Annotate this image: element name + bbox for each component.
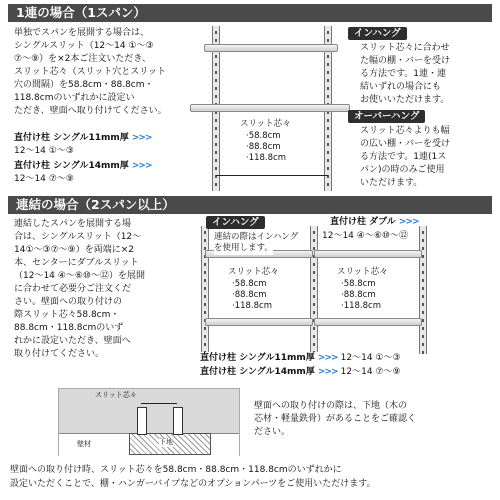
s1-line-4: スリット芯々（スリット穴とスリット — [14, 67, 166, 77]
footer-line-1: 壁面への取り付け時、スリット芯々を58.8cm・88.8cm・118.8cmのいずれかに — [10, 465, 342, 475]
s1-line-1: 単独でスパンを展開する場合は、 — [14, 28, 150, 38]
s1-line-7: ただき、壁面へ取り付けてください。 — [14, 106, 167, 116]
s2-center-post — [310, 226, 318, 354]
s2-slit-left-2: ·88.8cm — [232, 290, 267, 300]
right-slit — [173, 407, 183, 435]
s1-post11-label: 直付け柱 シングル11mm厚 >>> — [14, 133, 152, 143]
s2-line-11: 取り付けてください。 — [14, 349, 105, 359]
wall-mount-diagram — [58, 388, 240, 456]
s2-right-post — [419, 226, 427, 354]
s2-line-4: 本、センターにダブルスリット — [14, 258, 139, 268]
s2-left-post — [201, 226, 209, 354]
s1-line-2: シングルスリット（12〜14 ①〜③ — [14, 41, 154, 51]
s1-inhang-text-1: スリット芯々に合わせ — [360, 43, 450, 53]
left-slit — [137, 407, 147, 435]
s2-slit-title-right: スリット芯々 — [337, 267, 388, 277]
s2-slit-right-1: ·58.8cm — [341, 279, 376, 289]
s1-overhang-text-3: る方法です。1連(1ス — [360, 152, 447, 162]
s2-line-7: さい。壁面への取り付けの — [14, 297, 123, 307]
s1-line-6: 118.8cmのいずれかに設定い — [14, 93, 135, 103]
s2-line-6: に合わせて必要分ご注文くだ — [14, 284, 132, 294]
s1-post11-arrow: >>> — [131, 133, 152, 143]
s2-post14-label: 直付け柱 シングル14mm厚 >>> 12〜14 ⑦〜⑨ — [200, 367, 401, 377]
s2-line-10: れかに設定いただき、壁面へ — [14, 336, 131, 346]
s1-overhang-shelf — [190, 104, 350, 112]
s2-slit-title-left: スリット芯々 — [228, 267, 279, 277]
diagram-wall-label: 壁材 — [77, 440, 91, 448]
s1-dimension-line — [216, 175, 328, 176]
s2-line-2: 合は、シングルスリット（12〜 — [14, 232, 142, 242]
s1-overhang-text-4: パン)の時のみご使用 — [360, 165, 445, 175]
diagram-slit-label: スリット芯々 — [95, 391, 137, 399]
s2-post14-code: 12〜14 ⑦〜⑨ — [340, 367, 401, 377]
s1-inhang-text-3: る方法です。1連・連 — [360, 69, 447, 79]
s1-post14-label: 直付け柱 シングル14mm厚 >>> — [14, 161, 152, 171]
s1-slit-title: スリット芯々 — [240, 119, 291, 129]
s1-line-5: 穴の間隔）を58.8cm・88.8cm・ — [14, 80, 154, 90]
s2-shelf-top-right — [314, 250, 422, 258]
s1-overhang-tag: オーバーハング — [348, 110, 425, 123]
diagram-note-3: ださい。 — [254, 427, 291, 437]
s2-double-code: 12〜14 ④〜⑥⑩〜⑫ — [322, 231, 408, 241]
s1-overhang-text-5: いただけます。 — [360, 178, 423, 188]
s1-inhang-tag: インハング — [348, 27, 407, 40]
s1-inhang-text-2: た幅の棚・バーを受け — [360, 56, 451, 66]
s2-post14-arrow: >>> — [317, 367, 338, 377]
s1-inhang-shelf — [204, 44, 338, 52]
s2-line-9: 88.8cm・118.8cmのいず — [14, 323, 124, 333]
s2-post11-code: 12〜14 ①〜③ — [340, 353, 401, 363]
s2-shelf-bottom-left — [205, 318, 313, 326]
s2-shelf-bottom-right — [314, 318, 422, 326]
diagram-note-2: 芯材・軽量鉄骨）があることをご確認く — [254, 414, 417, 424]
s2-double-label: 直付け柱 ダブル >>> — [330, 217, 419, 227]
s2-slit-right-2: ·88.8cm — [341, 290, 376, 300]
s1-slit-1: ·58.8cm — [246, 131, 281, 141]
s2-slit-left-3: ·118.8cm — [232, 301, 272, 311]
s2-line-3: 14①〜③⑦〜⑨）を両端に×2 — [14, 245, 134, 255]
s2-slit-right-3: ·118.8cm — [341, 301, 381, 311]
s1-overhang-text-2: の広い棚・バーを受け — [360, 139, 451, 149]
s2-double-arrow: >>> — [398, 217, 419, 227]
diagram-note-1: 壁面への取り付けの際は、下地（木の — [254, 401, 408, 411]
s2-line-5: （12〜14 ④〜⑥⑩〜⑫）を展開 — [14, 271, 145, 281]
s2-line-1: 連結したスパンを展開する場 — [14, 219, 132, 229]
s2-inhang-note2: を使用します。 — [214, 243, 273, 253]
s2-inhang-tag: インハング — [206, 216, 265, 229]
s2-post11-label: 直付け柱 シングル11mm厚 >>> 12〜14 ①〜③ — [200, 353, 401, 363]
s1-slit-2: ·88.8cm — [246, 142, 281, 152]
section1-header: 1連の場合（1スパン） — [8, 4, 492, 22]
footer-line-2: 設定いただくことで、棚・ハンガーバイプなどのオプションパーツをご使用いただけます。 — [10, 479, 376, 489]
slit-dimension — [141, 403, 177, 404]
s1-post14-arrow: >>> — [131, 161, 152, 171]
s1-post11-code: 12〜14 ①〜③ — [14, 146, 74, 156]
s1-line-3: ⑦〜⑨）を×2本ご注文いただき、 — [14, 54, 152, 64]
s1-overhang-text-1: スリット芯々よりも幅 — [360, 126, 450, 136]
s2-post11-arrow: >>> — [317, 353, 338, 363]
s1-inhang-text-5: お使いいただけます。 — [360, 95, 450, 105]
s2-line-8: 際スリット芯々58.8cm・ — [14, 310, 120, 320]
diagram-base-label: 下地 — [159, 438, 173, 446]
s1-inhang-text-4: 結いずれの場合にも — [360, 82, 442, 92]
s1-post14-code: 12〜14 ⑦〜⑨ — [14, 174, 74, 184]
s2-inhang-note: 連結の際はインハング — [214, 232, 299, 242]
s2-slit-left-1: ·58.8cm — [232, 279, 267, 289]
section2-header: 連結の場合（2スパン以上） — [8, 196, 492, 214]
s1-slit-3: ·118.8cm — [246, 153, 286, 163]
